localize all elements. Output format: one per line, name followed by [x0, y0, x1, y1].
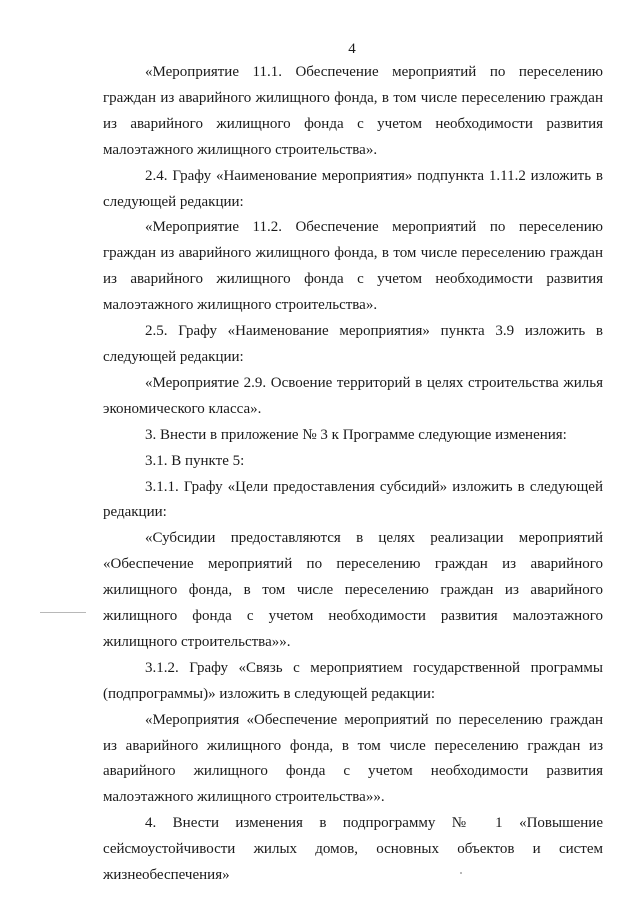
- paragraph-measure-11-2: «Мероприятие 11.2. Обеспечение мероприятий по переселению граждан из аварийного жилищного фонда, в том числе переселению граждан из аварийного жилищного фонда с учетом необходимости развития малоэтажного жилищного строительства».: [103, 219, 603, 314]
- paragraph-item-3-1-1: 3.1.1. Графу «Цели предоставления субсидий» изложить в следующей редакции:: [103, 478, 603, 521]
- paragraph-item-3-1-2: 3.1.2. Графу «Связь с мероприятием государственной программы (подпрограммы)» изложить в следующей редакции:: [103, 659, 603, 702]
- paragraph-measure-2-9: «Мероприятие 2.9. Освоение территорий в целях строительства жилья экономического класса».: [103, 374, 603, 417]
- document-body: [103, 60, 603, 889]
- scan-artifact-left: [40, 612, 86, 613]
- paragraph-subsidy-goals: «Субсидии предоставляются в целях реализации мероприятий «Обеспечение мероприятий по переселению граждан из аварийного жилищного фонда, в том числе переселению граждан из аварийного жилищного фонда с учетом необходимости развития малоэтажного жилищного строительства»».: [103, 530, 603, 650]
- scan-artifact-right: [460, 872, 462, 874]
- paragraph-item-2-5: 2.5. Графу «Наименование мероприятия» пункта 3.9 изложить в следующей редакции:: [103, 323, 603, 365]
- paragraph-item-3-1: 3.1. В пункте 5:: [145, 452, 245, 469]
- paragraph-measure-11-1: «Мероприятие 11.1. Обеспечение мероприятий по переселению граждан из аварийного жилищного фонда, в том числе переселению граждан из аварийного жилищного фонда с учетом необходимости развития малоэтажного жилищного строительства».: [103, 64, 603, 158]
- page-number: 4: [348, 41, 356, 57]
- paragraph-item-3: 3. Внести в приложение № 3 к Программе следующие изменения:: [145, 426, 567, 443]
- paragraph-item-2-4: 2.4. Графу «Наименование мероприятия» подпункта 1.11.2 изложить в следующей редакции:: [103, 167, 603, 210]
- paragraph-program-link: «Мероприятия «Обеспечение мероприятий по переселению граждан из аварийного жилищного фонда, в том числе переселению граждан из аварийного жилищного фонда с учетом необходимости развития малоэтажного жилищного строительства»».: [103, 711, 603, 806]
- paragraph-item-4: 4. Внести изменения в подпрограмму № 1 «Повышение сейсмоустойчивости жилых домов, основных объектов и систем жизнеобеспечения»: [103, 815, 603, 884]
